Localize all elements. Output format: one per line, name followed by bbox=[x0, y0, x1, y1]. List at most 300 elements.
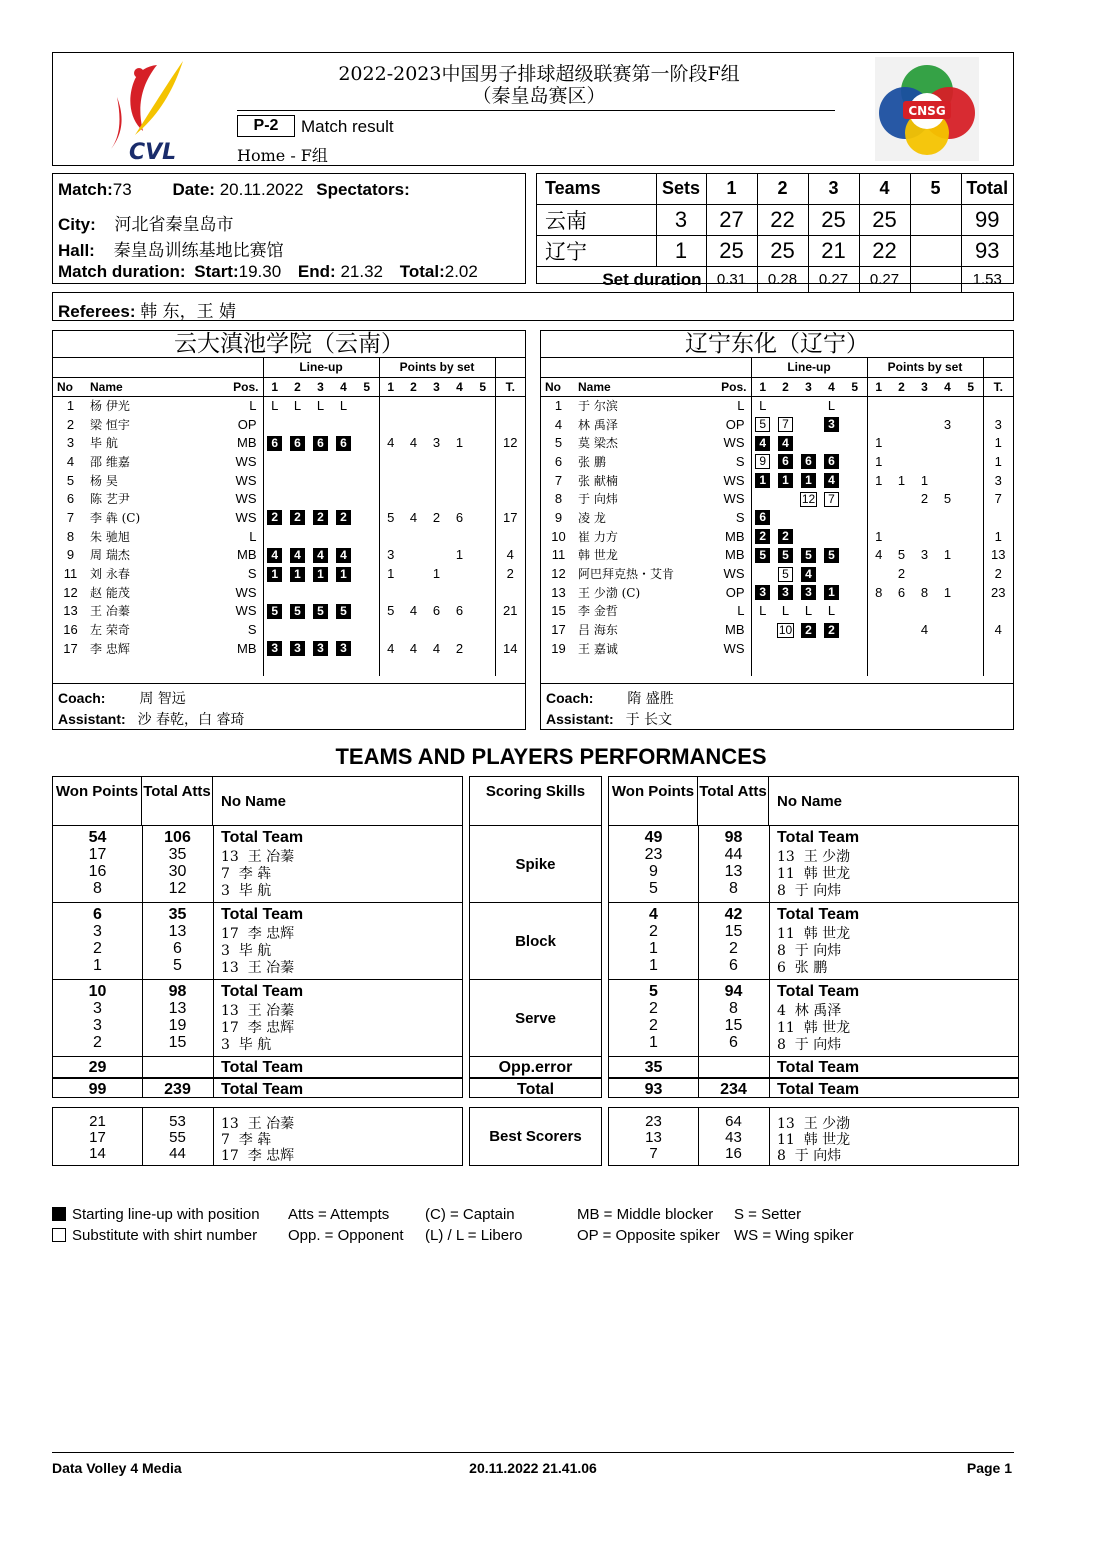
substitute-icon bbox=[52, 1228, 66, 1242]
set-points: 4 bbox=[432, 640, 441, 656]
lineup-cell bbox=[286, 620, 309, 639]
set-points bbox=[448, 452, 471, 471]
set-points bbox=[448, 396, 471, 415]
lineup-cell bbox=[843, 508, 867, 527]
lineup-cell bbox=[286, 396, 309, 415]
column-divider bbox=[769, 825, 770, 1097]
lineup-cell bbox=[797, 415, 820, 434]
lineup-cell bbox=[774, 433, 797, 452]
total-attempts: 8 bbox=[729, 880, 738, 897]
player-total: 1 bbox=[983, 433, 1013, 452]
set-points: 1 bbox=[867, 433, 890, 452]
legend-op: OP = Opposite spiker bbox=[577, 1227, 720, 1244]
lineup-cell bbox=[355, 452, 379, 471]
opp-error-row bbox=[53, 1056, 462, 1077]
lineup-cell bbox=[843, 452, 867, 471]
score-team-home: 云南 bbox=[537, 204, 656, 235]
player-total: 3 bbox=[983, 471, 1013, 490]
player-number: 1 bbox=[554, 398, 563, 414]
set-points bbox=[959, 452, 983, 471]
lineup-cell bbox=[843, 527, 867, 546]
player-name: 吕 海东 bbox=[578, 623, 618, 638]
starting-position-badge: 3 bbox=[290, 641, 305, 656]
player-position: S bbox=[247, 622, 257, 638]
total-attempts: 94 bbox=[724, 983, 743, 1000]
report-type: Match result bbox=[301, 117, 394, 136]
player-number: 13 bbox=[63, 603, 78, 619]
lineup-cell bbox=[355, 620, 379, 639]
won-points: 8 bbox=[93, 880, 102, 897]
set-points bbox=[402, 564, 425, 583]
player-row bbox=[53, 639, 525, 658]
lineup-cell bbox=[286, 527, 309, 546]
lineup-cell bbox=[774, 639, 797, 658]
score-header-set4: 4 bbox=[859, 174, 910, 204]
player-total bbox=[495, 415, 525, 434]
player-position: L bbox=[737, 603, 745, 619]
player-total: 3 bbox=[983, 415, 1013, 434]
set-duration-4: 0.27 bbox=[859, 266, 910, 293]
coach-divider bbox=[541, 683, 1013, 684]
set-points bbox=[448, 471, 471, 490]
hall-value: 秦皇岛训练基地比赛馆 bbox=[113, 241, 284, 261]
lineup-cell bbox=[751, 489, 774, 508]
lineup-cell bbox=[820, 471, 843, 490]
substitute-badge: 12 bbox=[801, 491, 816, 506]
libero-mark: L bbox=[781, 603, 790, 619]
player-position: S bbox=[735, 509, 745, 525]
svg-text:CNSG: CNSG bbox=[908, 104, 946, 118]
player-row bbox=[53, 452, 525, 471]
total-team-label: Total Team bbox=[777, 829, 860, 846]
lineup-cell bbox=[774, 489, 797, 508]
col-total: T. bbox=[495, 377, 525, 396]
cnsg-logo bbox=[875, 57, 979, 161]
won-points: 54 bbox=[88, 829, 107, 846]
player-row bbox=[541, 471, 1013, 490]
lineup-cell bbox=[751, 508, 774, 527]
match-info bbox=[52, 173, 526, 284]
set-points bbox=[379, 471, 402, 490]
report-code: P-2 bbox=[237, 115, 295, 137]
player-name: 赵 能茂 bbox=[90, 585, 130, 600]
lineup-cell bbox=[286, 433, 309, 452]
player-position: OP bbox=[725, 584, 745, 600]
set-points bbox=[959, 639, 983, 658]
col-lineup-1: 1 bbox=[751, 377, 774, 396]
lineup-cell bbox=[286, 489, 309, 508]
lineup-cell bbox=[797, 546, 820, 565]
best-label-box bbox=[469, 1107, 602, 1166]
lineup-cell bbox=[286, 471, 309, 490]
player-row bbox=[53, 583, 525, 602]
player-total: 7 bbox=[983, 489, 1013, 508]
player-total bbox=[495, 489, 525, 508]
set-duration-5 bbox=[910, 266, 961, 293]
legend-s: S = Setter bbox=[734, 1206, 802, 1223]
lineup-cell bbox=[774, 546, 797, 565]
lineup-cell bbox=[332, 452, 355, 471]
lineup-cell bbox=[751, 452, 774, 471]
col-points-2: 2 bbox=[898, 379, 905, 394]
total-row bbox=[609, 1077, 1018, 1097]
starting-position-badge: 5 bbox=[824, 548, 839, 563]
lineup-cell bbox=[355, 527, 379, 546]
player-name: 李 忠辉 bbox=[90, 641, 130, 656]
player-position: WS bbox=[723, 491, 745, 507]
competition-subtitle: （秦皇岛赛区） bbox=[472, 85, 606, 107]
player-row bbox=[53, 415, 525, 434]
set-points bbox=[959, 620, 983, 639]
header-divider bbox=[237, 110, 835, 111]
player-name: 莫 梁杰 bbox=[578, 436, 618, 451]
player-number: 1 bbox=[66, 398, 75, 414]
set-points bbox=[471, 639, 495, 658]
player-name: 韩 世龙 bbox=[578, 548, 618, 563]
player-name: 邵 维嘉 bbox=[90, 454, 130, 469]
set-duration-1: 0.31 bbox=[706, 266, 757, 293]
player-entry: 13 王 少渤 bbox=[777, 849, 851, 865]
won-points: 29 bbox=[88, 1059, 107, 1076]
set-points: 6 bbox=[455, 509, 464, 525]
col-lineup-3: 3 bbox=[805, 379, 812, 394]
lineup-cell bbox=[751, 564, 774, 583]
skill-block-serve bbox=[609, 979, 1018, 1056]
lineup-cell bbox=[286, 564, 309, 583]
score-header-set2: 2 bbox=[757, 174, 808, 204]
set-points bbox=[379, 489, 402, 508]
lineup-cell bbox=[263, 602, 286, 621]
starting-position-badge: 3 bbox=[778, 585, 793, 600]
player-total bbox=[495, 527, 525, 546]
substitute-badge: 7 bbox=[778, 417, 793, 432]
substitute-badge: 9 bbox=[755, 454, 770, 469]
lineup-cell bbox=[774, 396, 797, 415]
col-no: No bbox=[57, 379, 73, 394]
lineup-cell bbox=[355, 564, 379, 583]
set-points bbox=[448, 415, 471, 434]
player-entry: 17 李 忠辉 bbox=[221, 926, 295, 942]
player-position: S bbox=[247, 566, 257, 582]
won-points: 5 bbox=[649, 880, 658, 897]
coach-label: Coach: bbox=[546, 690, 594, 706]
lineup-cell bbox=[751, 527, 774, 546]
set-points bbox=[890, 639, 913, 658]
set-points bbox=[402, 471, 425, 490]
lineup-cell bbox=[286, 415, 309, 434]
score-set3-home: 25 bbox=[808, 204, 859, 235]
legend-starting: Starting line-up with position bbox=[72, 1206, 260, 1223]
set-points bbox=[959, 527, 983, 546]
score-set2-away: 25 bbox=[757, 235, 808, 266]
player-entry: 13 王 冶蓁 bbox=[221, 1003, 295, 1019]
player-entry: 17 李 忠辉 bbox=[221, 1020, 295, 1036]
col-lineup-4: 4 bbox=[340, 379, 347, 394]
player-position: OP bbox=[237, 416, 257, 432]
won-points: 1 bbox=[649, 957, 658, 974]
lineup-cell bbox=[843, 489, 867, 508]
score-set4-home: 25 bbox=[859, 204, 910, 235]
set-points bbox=[959, 433, 983, 452]
skill-block-spike bbox=[609, 825, 1018, 902]
set-points bbox=[959, 602, 983, 621]
won-points: 1 bbox=[649, 1034, 658, 1051]
col-points-3: 3 bbox=[921, 379, 928, 394]
player-name: 王 少渤 (C) bbox=[578, 585, 641, 600]
col-lineup-5: 5 bbox=[851, 379, 859, 394]
total-attempts: 15 bbox=[724, 923, 743, 940]
total-team-label: Total Team bbox=[777, 906, 860, 923]
footer-divider bbox=[52, 1452, 1014, 1453]
set-points bbox=[890, 452, 913, 471]
lineup-cell bbox=[332, 508, 355, 527]
player-name: 梁 恒宇 bbox=[90, 417, 130, 432]
lineup-cell bbox=[309, 471, 332, 490]
footer-timestamp: 20.11.2022 21.41.06 bbox=[469, 1460, 597, 1476]
score-set5-home bbox=[910, 204, 961, 235]
starting-position-badge: 5 bbox=[801, 548, 816, 563]
total-attempts: 19 bbox=[168, 1017, 187, 1034]
won-points: 35 bbox=[644, 1059, 663, 1076]
starting-position-badge: 6 bbox=[290, 436, 305, 451]
won-points: 3 bbox=[93, 1017, 102, 1034]
col-points-1: 1 bbox=[867, 377, 890, 396]
lineup-cell bbox=[751, 602, 774, 621]
svg-text:CVL: CVL bbox=[129, 140, 177, 163]
lineup-cell bbox=[286, 508, 309, 527]
starting-position-badge: 3 bbox=[801, 585, 816, 600]
set-points bbox=[425, 396, 448, 415]
score-header-teams: Teams bbox=[545, 178, 601, 199]
player-row bbox=[53, 602, 525, 621]
lineup-cell bbox=[332, 546, 355, 565]
starting-position-badge: 1 bbox=[778, 473, 793, 488]
libero-mark: L bbox=[271, 398, 279, 414]
won-points: 4 bbox=[649, 906, 658, 923]
lineup-cell bbox=[820, 583, 843, 602]
set-points: 1 bbox=[943, 584, 952, 600]
player-name: 李 犇 (C) bbox=[90, 510, 141, 525]
won-points: 3 bbox=[93, 923, 102, 940]
skill-name: Block bbox=[470, 902, 601, 979]
lineup-cell bbox=[332, 415, 355, 434]
player-name: 左 荣奇 bbox=[90, 623, 130, 638]
set-points: 3 bbox=[920, 547, 929, 563]
player-number: 7 bbox=[66, 509, 75, 525]
player-row bbox=[541, 508, 1013, 527]
set-points: 5 bbox=[897, 547, 906, 563]
player-row bbox=[541, 527, 1013, 546]
libero-mark: L bbox=[827, 603, 836, 619]
set-points bbox=[379, 396, 402, 415]
lineup-cell bbox=[263, 639, 286, 658]
col-points-1: 1 bbox=[379, 377, 402, 396]
lineup-cell bbox=[263, 564, 286, 583]
lineup-cell bbox=[263, 396, 286, 415]
starting-position-badge: 4 bbox=[755, 436, 770, 451]
player-entry: 11 韩 世龙 bbox=[777, 866, 851, 882]
total-attempts: 12 bbox=[168, 880, 187, 897]
set-points bbox=[448, 564, 471, 583]
set-points bbox=[913, 639, 936, 658]
column-divider bbox=[213, 1108, 214, 1165]
skill-block-spike bbox=[53, 825, 462, 902]
starting-position-badge: 2 bbox=[755, 529, 770, 544]
lineup-cell bbox=[797, 527, 820, 546]
lineup-cell bbox=[820, 546, 843, 565]
set-points: 1 bbox=[943, 547, 952, 563]
player-number: 10 bbox=[551, 528, 566, 544]
player-total bbox=[983, 639, 1013, 658]
total-attempts: 6 bbox=[173, 940, 182, 957]
opp-error-row bbox=[609, 1056, 1018, 1077]
lineup-cell bbox=[797, 583, 820, 602]
player-row bbox=[541, 583, 1013, 602]
substitute-badge: 5 bbox=[778, 567, 793, 582]
total-label: Total: bbox=[399, 262, 445, 281]
starting-position-badge: 4 bbox=[801, 567, 816, 582]
lineup-cell bbox=[797, 564, 820, 583]
starting-position-badge: 4 bbox=[313, 548, 328, 563]
won-points: 2 bbox=[649, 1017, 658, 1034]
best-scorers-label: Best Scorers bbox=[489, 1128, 582, 1145]
performances-title: TEAMS AND PLAYERS PERFORMANCES bbox=[335, 744, 767, 769]
player-total bbox=[495, 620, 525, 639]
lineup-cell bbox=[309, 489, 332, 508]
lineup-cell bbox=[309, 620, 332, 639]
score-sets-away: 1 bbox=[656, 235, 706, 266]
col-lineup-4: 4 bbox=[828, 379, 835, 394]
team-home-name: 云大滇池学院（云南） bbox=[53, 331, 525, 358]
player-position: WS bbox=[235, 603, 257, 619]
won-points: 49 bbox=[644, 829, 663, 846]
set-points bbox=[471, 415, 495, 434]
skill-name: Serve bbox=[470, 979, 601, 1056]
lineup-cell bbox=[286, 639, 309, 658]
perf-home-won-header: Won Points bbox=[53, 777, 142, 825]
player-total: 14 bbox=[495, 639, 525, 658]
best-attempts: 55 bbox=[169, 1129, 186, 1146]
player-name: 毕 航 bbox=[90, 436, 118, 451]
score-row-away bbox=[537, 235, 1013, 266]
player-position: L bbox=[737, 398, 745, 414]
best-player: 8 于 向炜 bbox=[777, 1148, 842, 1164]
starting-position-badge: 4 bbox=[267, 548, 282, 563]
set-points bbox=[471, 564, 495, 583]
player-total: 23 bbox=[983, 583, 1013, 602]
lineup-cell bbox=[797, 471, 820, 490]
start-time: 19.30 bbox=[238, 262, 282, 281]
starting-position-badge: 1 bbox=[336, 567, 351, 582]
spectators-label: Spectators: bbox=[316, 180, 410, 199]
lineup-cell bbox=[355, 489, 379, 508]
player-position: OP bbox=[725, 416, 745, 432]
player-number: 12 bbox=[551, 566, 566, 582]
player-total: 2 bbox=[495, 564, 525, 583]
lineup-cell bbox=[774, 602, 797, 621]
starting-position-badge: 2 bbox=[267, 510, 282, 525]
total-team-label: Total Team bbox=[777, 1081, 860, 1098]
lineup-cell bbox=[843, 639, 867, 658]
score-header-set5: 5 bbox=[910, 174, 961, 204]
lineup-cell bbox=[309, 415, 332, 434]
set-points bbox=[402, 489, 425, 508]
set-points: 1 bbox=[455, 435, 464, 451]
player-number: 13 bbox=[551, 584, 566, 600]
lineup-cell bbox=[332, 433, 355, 452]
set-duration-2: 0.28 bbox=[757, 266, 808, 293]
player-row bbox=[53, 546, 525, 565]
set-points bbox=[936, 602, 959, 621]
set-points bbox=[936, 639, 959, 658]
set-points bbox=[936, 396, 959, 415]
skill-block-serve bbox=[53, 979, 462, 1056]
total-attempts: 30 bbox=[168, 863, 187, 880]
total-attempts: 8 bbox=[729, 1000, 738, 1017]
set-points bbox=[959, 415, 983, 434]
set-points: 2 bbox=[897, 566, 906, 582]
lineup-cell bbox=[843, 396, 867, 415]
set-points: 3 bbox=[432, 435, 441, 451]
player-name: 王 冶蓁 bbox=[90, 604, 130, 619]
set-points bbox=[913, 396, 936, 415]
set-points bbox=[402, 396, 425, 415]
total-team-label: Total Team bbox=[221, 983, 304, 1000]
player-name: 王 嘉诚 bbox=[578, 641, 618, 656]
lineup-cell bbox=[797, 602, 820, 621]
lineup-cell bbox=[263, 415, 286, 434]
libero-mark: L bbox=[759, 398, 767, 414]
player-number: 17 bbox=[63, 640, 78, 656]
player-row bbox=[53, 433, 525, 452]
libero-mark: L bbox=[759, 603, 767, 619]
lineup-cell bbox=[263, 527, 286, 546]
lineup-cell bbox=[774, 471, 797, 490]
total-attempts: 35 bbox=[168, 906, 187, 923]
city-value: 河北省秦皇岛市 bbox=[114, 215, 234, 235]
score-total-away: 93 bbox=[961, 235, 1013, 266]
player-row bbox=[541, 602, 1013, 621]
player-position: WS bbox=[235, 472, 257, 488]
score-header-sets: Sets bbox=[656, 174, 706, 204]
starting-position-badge: 2 bbox=[336, 510, 351, 525]
player-position: WS bbox=[723, 435, 745, 451]
set-points bbox=[913, 452, 936, 471]
set-points bbox=[959, 508, 983, 527]
assistant-label: Assistant: bbox=[546, 711, 614, 727]
lineup-cell bbox=[774, 620, 797, 639]
opp-error-label: Opp.error bbox=[470, 1056, 601, 1077]
set-points: 1 bbox=[867, 471, 890, 490]
starting-position-badge: 1 bbox=[824, 585, 839, 600]
lineup-cell bbox=[332, 471, 355, 490]
legend-captain: (C) = Captain bbox=[425, 1206, 515, 1223]
player-position: L bbox=[249, 398, 257, 414]
player-entry: 3 毕 航 bbox=[221, 883, 272, 899]
best-player: 13 王 少渤 bbox=[777, 1116, 851, 1132]
libero-mark: L bbox=[293, 398, 302, 414]
date-label: Date: bbox=[172, 180, 215, 199]
player-row bbox=[53, 508, 525, 527]
starting-position-badge: 5 bbox=[755, 548, 770, 563]
filler-row bbox=[53, 658, 525, 677]
best-attempts: 16 bbox=[725, 1145, 742, 1162]
total-attempts: 106 bbox=[164, 829, 191, 846]
lineup-cell bbox=[820, 415, 843, 434]
lineup-cell bbox=[751, 620, 774, 639]
set-points bbox=[379, 415, 402, 434]
lineup-cell bbox=[751, 433, 774, 452]
